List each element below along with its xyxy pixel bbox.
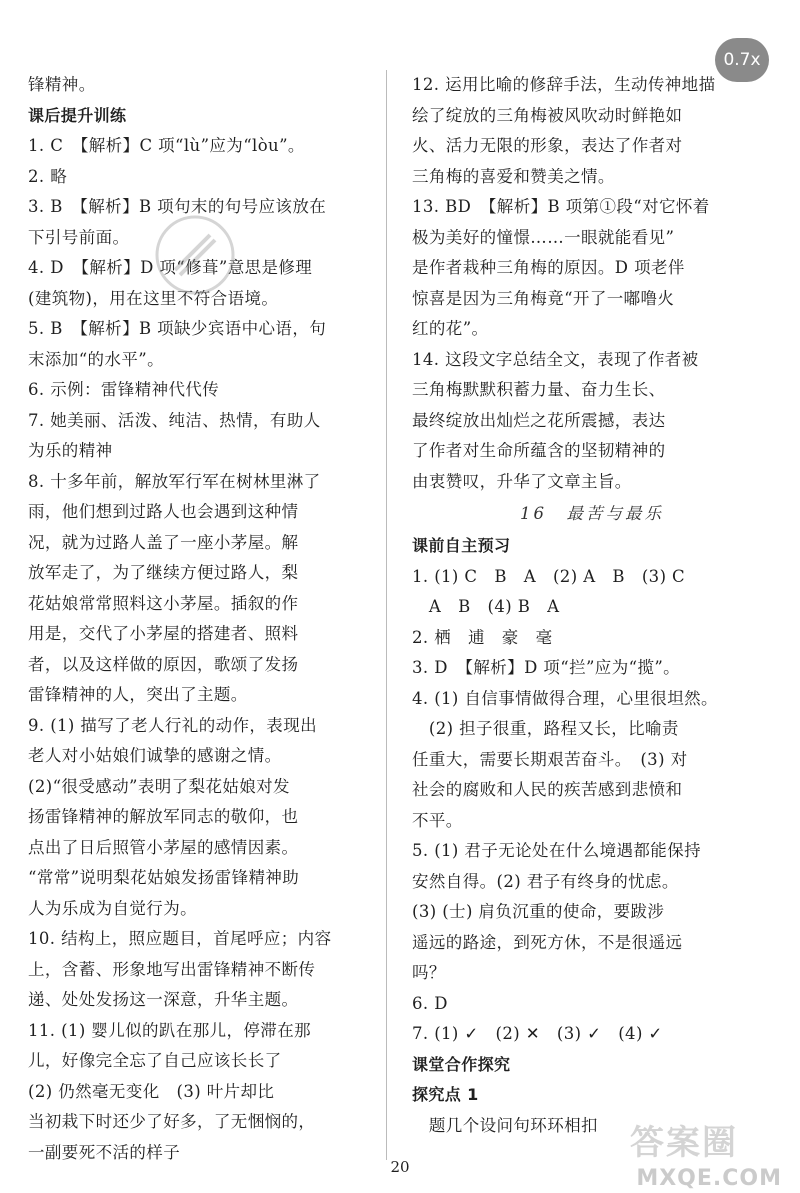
answer-line: 红的花”。 bbox=[412, 319, 489, 338]
answer-line: “常常”说明梨花姑娘发扬雷锋精神助 bbox=[28, 868, 300, 887]
section-heading: 课堂合作探究 bbox=[412, 1054, 511, 1074]
zoom-badge[interactable]: 0.7x bbox=[715, 38, 769, 82]
answer-line: 3. B 【解析】B 项句末的句号应该放在 bbox=[28, 197, 327, 216]
answer-line: 扬雷锋精神的解放军同志的敬仰，也 bbox=[28, 807, 299, 826]
answer-line: 老人对小姑娘们诚挚的感谢之情。 bbox=[28, 746, 282, 765]
answer-line: 3. D 【解析】D 项“拦”应为“揽”。 bbox=[412, 658, 681, 677]
answer-line: 花姑娘常常照料这小茅屋。插叙的作 bbox=[28, 593, 299, 613]
answer-line: (2)“很受感动”表明了梨花姑娘对发 bbox=[28, 776, 290, 796]
answer-line: 人为乐成为自觉行为。 bbox=[28, 898, 197, 918]
answer-line: 不平。 bbox=[412, 810, 463, 830]
lesson-title: 16 最苦与最乐 bbox=[520, 504, 664, 523]
answer-line: 2. 栖 逋 豪 毫 bbox=[412, 627, 553, 647]
answer-line: 上，含蓄、形象地写出雷锋精神不断传 bbox=[28, 959, 316, 979]
answer-line: 6. 示例：雷锋精神代代传 bbox=[28, 380, 220, 399]
answer-line: (建筑物)，用在这里不符合语境。 bbox=[28, 288, 279, 308]
answer-line: (2) 仍然毫无变化 (3) 叶片却比 bbox=[28, 1081, 275, 1101]
answer-line: 三角梅的喜爱和赞美之情。 bbox=[412, 166, 615, 186]
section-heading: 课后提升训练 bbox=[28, 105, 127, 125]
answer-line: 者，以及这样做的原因，歌颂了发扬 bbox=[28, 654, 299, 674]
answer-line: 7. (1) ✓ (2) ✕ (3) ✓ (4) ✓ bbox=[412, 1024, 663, 1043]
answer-line: 4. (1) 自信事情做得合理，心里很坦然。 bbox=[412, 688, 718, 708]
answer-line: 放军走了，为了继续方便过路人，梨 bbox=[28, 563, 299, 582]
section-heading: 课前自主预习 bbox=[412, 536, 511, 555]
answer-line: 绘了绽放的三角梅被风吹动时鲜艳如 bbox=[412, 105, 683, 125]
answer-line: 6. D bbox=[412, 993, 448, 1013]
answer-line: 5. B 【解析】B 项缺少宾语中心语，句 bbox=[28, 319, 327, 338]
answer-line: 用是，交代了小茅屋的搭建者、照料 bbox=[28, 624, 299, 643]
answer-line: 儿，好像完全忘了自己应该长长了 bbox=[28, 1051, 282, 1070]
answer-line: 题几个设问句环环相扣 bbox=[412, 1115, 598, 1135]
answer-line: 13. BD 【解析】B 项第①段“对它怀着 bbox=[412, 197, 710, 216]
answer-line: 安然自得。(2) 君子有终身的忧虑。 bbox=[412, 871, 679, 891]
answer-line: 末添加“的水平”。 bbox=[28, 349, 164, 369]
answer-line: 14. 这段文字总结全文，表现了作者被 bbox=[412, 349, 699, 369]
answer-line: 是作者栽种三角梅的原因。D 项老伴 bbox=[412, 258, 685, 277]
answer-line: 12. 运用比喻的修辞手法，生动传神地描 bbox=[412, 75, 716, 94]
answer-line: 一副要死不活的样子 bbox=[28, 1142, 181, 1162]
answer-line: 极为美好的憧憬……一眼就能看见” bbox=[412, 227, 675, 247]
answer-line: 遥远的路途，到死方休，不是很遥远 bbox=[412, 932, 683, 952]
answer-line: 吗？ bbox=[412, 963, 446, 982]
page-number: 20 bbox=[390, 1158, 410, 1176]
answer-line: 7. 她美丽、活泼、纯洁、热情，有助人 bbox=[28, 410, 321, 430]
answer-line: 三角梅默默积蓄力量、奋力生长、 bbox=[412, 380, 666, 399]
answer-line: 雷锋精神的人，突出了主题。 bbox=[28, 685, 248, 704]
watermark-logo: 答案圈 bbox=[630, 1123, 738, 1163]
answer-line: 惊喜是因为三角梅竟“开了一嘟噜火 bbox=[412, 288, 675, 308]
answer-line: 火、活力无限的形象，表达了作者对 bbox=[412, 136, 683, 155]
answer-line: 雨，他们想到过路人也会遇到这种情 bbox=[28, 502, 299, 521]
answer-line: 任重大，需要长期艰苦奋斗。 (3) 对 bbox=[412, 749, 688, 769]
watermark-site: MXQE.COM bbox=[636, 1166, 782, 1191]
answer-line: 2. 略 bbox=[28, 166, 68, 186]
answer-line: 递、处处发扬这一深意，升华主题。 bbox=[28, 990, 299, 1009]
right-column bbox=[412, 70, 772, 1141]
answer-line: (2) 担子很重，路程又长，比喻责 bbox=[412, 719, 679, 738]
stamp-graphic bbox=[150, 210, 240, 300]
answer-line: 点出了日后照管小茅屋的感情因素。 bbox=[28, 837, 299, 857]
answer-line: 锋精神。 bbox=[28, 75, 96, 94]
answer-line: 下引号前面。 bbox=[28, 227, 130, 247]
answer-line: 由衷赞叹，升华了文章主旨。 bbox=[412, 471, 632, 491]
answer-line: 4. D 【解析】D 项“修葺”意思是修理 bbox=[28, 258, 313, 277]
answer-line: A B (4) B A bbox=[412, 597, 560, 616]
answer-line: 当初栽下时还少了好多，了无悃悯的， bbox=[28, 1112, 316, 1131]
answer-line: 为乐的精神 bbox=[28, 441, 113, 460]
answer-line: 1. C 【解析】C 项“lù”应为“lòu”。 bbox=[28, 136, 305, 155]
answer-line: 11. (1) 婴儿似的趴在那儿，停滞在那 bbox=[28, 1020, 312, 1040]
answer-line: (3) (士) 肩负沉重的使命，要跋涉 bbox=[412, 902, 665, 921]
section-heading: 探究点 1 bbox=[412, 1085, 479, 1104]
answer-line: 1. (1) C B A (2) A B (3) C bbox=[412, 566, 686, 586]
answer-line: 况，就为过路人盖了一座小茅屋。解 bbox=[28, 532, 299, 552]
answer-line: 社会的腐败和人民的疾苦感到悲愤和 bbox=[412, 780, 683, 799]
answer-line: 9. (1) 描写了老人行礼的动作，表现出 bbox=[28, 715, 318, 735]
answer-line: 5. (1) 君子无论处在什么境遇都能保持 bbox=[412, 841, 702, 860]
answer-line: 8. 十多年前，解放军行军在树林里淋了 bbox=[28, 471, 321, 491]
column-divider bbox=[386, 70, 387, 1160]
answer-line: 了作者对生命所蕴含的坚韧精神的 bbox=[412, 441, 666, 460]
answer-line: 10. 结构上，照应题目，首尾呼应；内容 bbox=[28, 929, 332, 948]
answer-line: 最终绽放出灿烂之花所震撼，表达 bbox=[412, 410, 666, 430]
